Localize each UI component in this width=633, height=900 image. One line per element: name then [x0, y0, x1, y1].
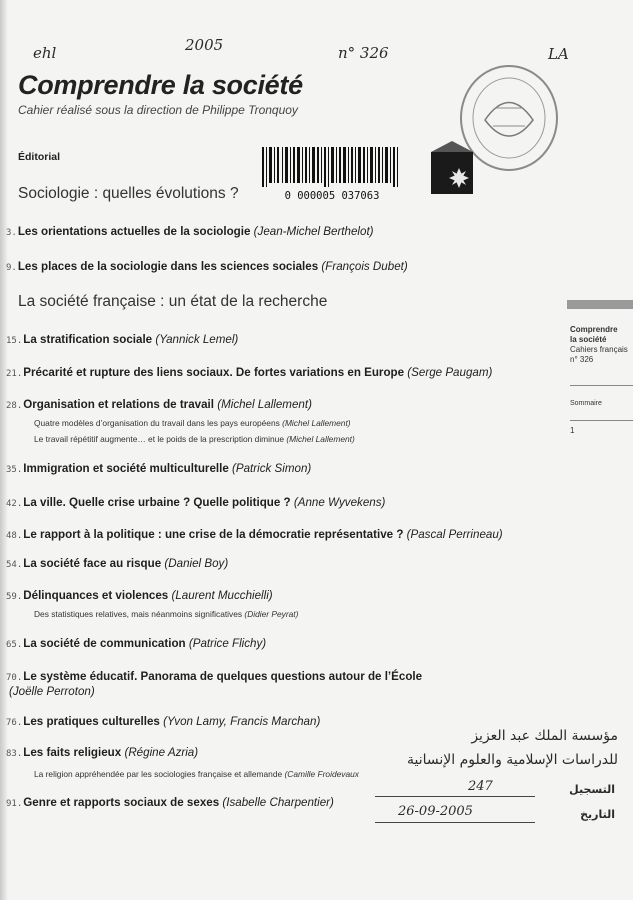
- toc-subentry: Quatre modèles d’organisation du travail dans les pays européens (Michel Lallement): [34, 418, 351, 428]
- page-subtitle: Cahier réalisé sous la direction de Philippe Tronquoy: [18, 103, 298, 117]
- sidebar-number: n° 326: [570, 355, 594, 364]
- toc-entry: 21.Précarité et rupture des liens sociaux. De fortes variations en Europe (Serge Paugam): [6, 366, 493, 379]
- arabic-date-label: التاريخ: [580, 808, 615, 821]
- arabic-reg-label: التسجيل: [569, 783, 615, 796]
- editorial-label: Éditorial: [18, 151, 61, 163]
- handwritten-year: 2005: [185, 36, 224, 54]
- toc-entry: 59.Délinquances et violences (Laurent Mucchielli): [6, 589, 273, 602]
- toc-entry: 28.Organisation et relations de travail (Michel Lallement): [6, 398, 312, 411]
- publisher-logo-icon: [425, 138, 483, 196]
- toc-subentry: Des statistiques relatives, mais néanmoins significatives (Didier Peyrat): [34, 609, 299, 619]
- sidebar-sommaire: Sommaire: [570, 400, 602, 407]
- handwritten-code: LA: [548, 45, 569, 63]
- arabic-stamp-line1: مؤسسة الملك عبد العزيز: [471, 728, 618, 744]
- handwritten-number: n° 326: [338, 44, 389, 62]
- editorial-heading: Sociologie : quelles évolutions ?: [18, 185, 239, 202]
- toc-entry: 35.Immigration et société multiculturelle (Patrick Simon): [6, 462, 312, 475]
- toc-subentry: La religion appréhendée par les sociologies française et allemande (Camille Froidevaux: [34, 769, 359, 779]
- sidebar-divider: [570, 420, 633, 421]
- sidebar-page-number: 1: [570, 426, 575, 435]
- handwritten-ref: ehl: [33, 44, 57, 62]
- barcode-digits: 0 000005 037063: [284, 190, 380, 202]
- reg-underline: [375, 796, 535, 797]
- toc-entry: 9.Les places de la sociologie dans les sciences sociales (François Dubet): [6, 260, 408, 273]
- toc-entry: 54.La société face au risque (Daniel Boy): [6, 557, 229, 570]
- section-heading: La société française : un état de la recherche: [18, 293, 328, 310]
- sidebar-title: Comprendre: [570, 325, 618, 334]
- toc-subentry: Le travail répétitif augmente… et le poids de la prescription diminue (Michel Lallement): [34, 434, 355, 444]
- sidebar-series: Cahiers français: [570, 345, 628, 354]
- toc-entry: 76.Les pratiques culturelles (Yvon Lamy, Francis Marchan): [6, 715, 321, 728]
- toc-entry: 83.Les faits religieux (Régine Azria): [6, 746, 199, 759]
- date-underline: [375, 822, 535, 823]
- toc-entry: 3.Les orientations actuelles de la sociologie (Jean-Michel Berthelot): [6, 225, 374, 238]
- barcode-icon: [256, 147, 408, 203]
- arabic-stamp-line2: للدراسات الإسلامية والعلوم الإنسانية: [407, 752, 618, 768]
- toc-entry: 65.La société de communication (Patrice Flichy): [6, 637, 267, 650]
- sidebar-title-2: la société: [570, 335, 607, 344]
- page-title: Comprendre la société: [18, 70, 303, 100]
- sidebar-divider: [570, 385, 633, 386]
- handwritten-reg-number: 247: [468, 779, 493, 794]
- toc-entry: 70.Le système éducatif. Panorama de quelques questions autour de l’École: [6, 670, 423, 683]
- toc-entry: 15.La stratification sociale (Yannick Lemel): [6, 333, 239, 346]
- page-edge-shadow: [0, 0, 8, 900]
- toc-entry-author: (Joëlle Perroton): [9, 685, 95, 698]
- handwritten-date: 26-09-2005: [398, 804, 473, 819]
- toc-entry: 42.La ville. Quelle crise urbaine ? Quelle politique ? (Anne Wyvekens): [6, 496, 386, 509]
- toc-entry: 91.Genre et rapports sociaux de sexes (Isabelle Charpentier): [6, 796, 334, 809]
- toc-entry: 48.Le rapport à la politique : une crise de la démocratie représentative ? (Pascal Perrineau): [6, 528, 503, 541]
- sidebar-gray-bar: [567, 300, 633, 309]
